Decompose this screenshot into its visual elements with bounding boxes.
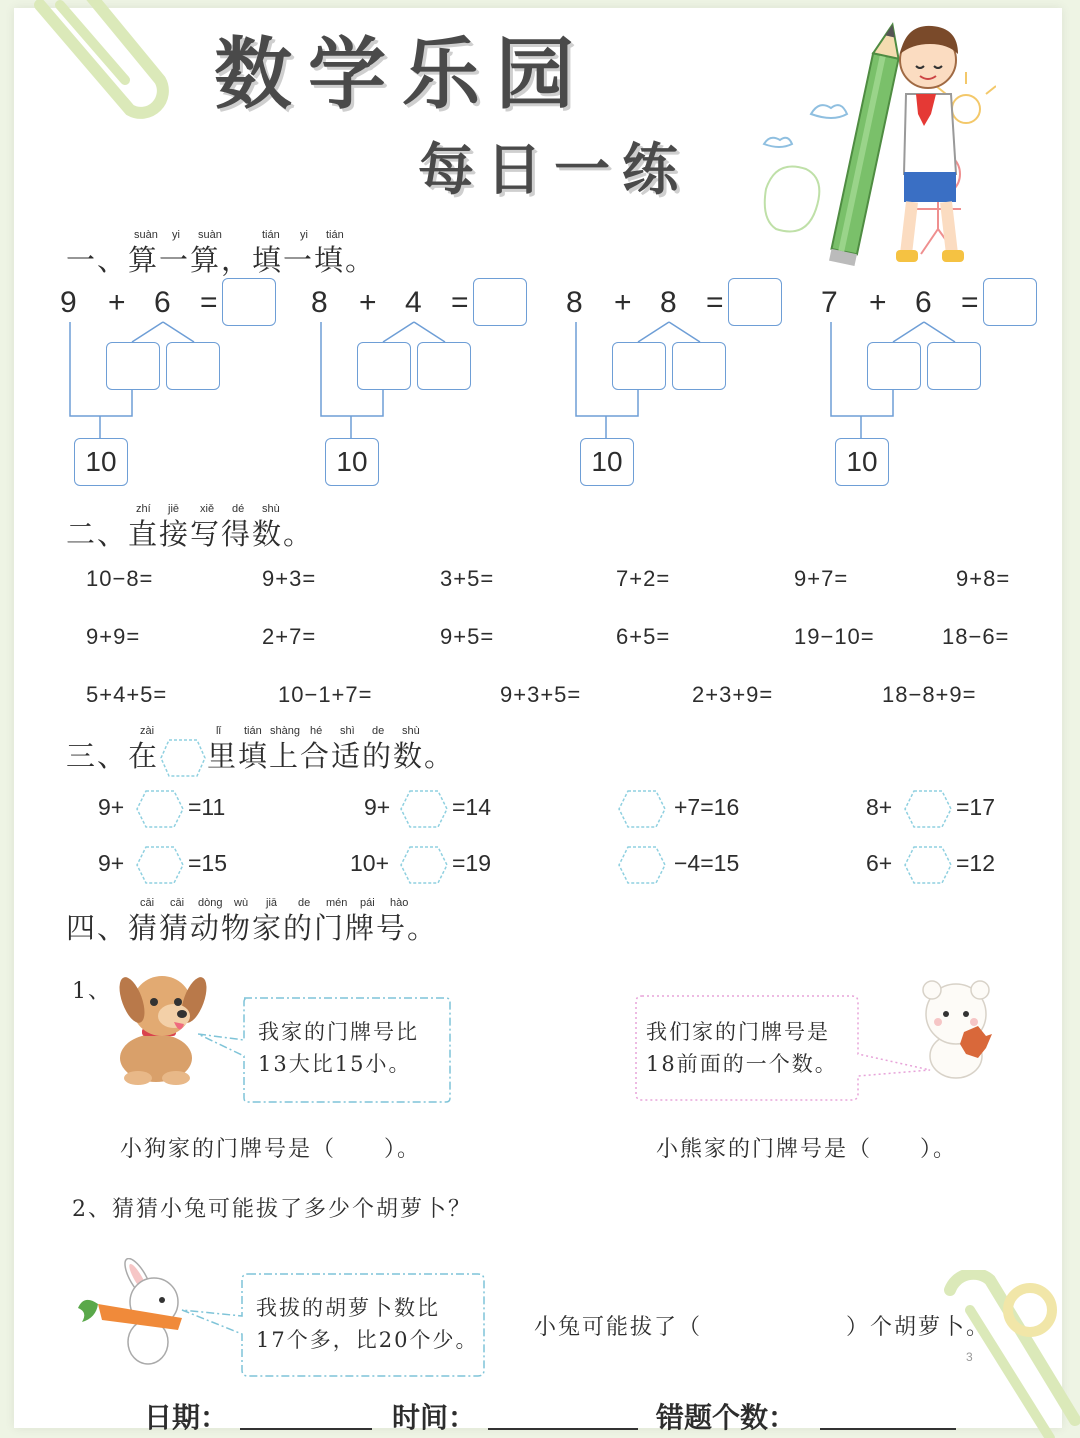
addend-a: 8 xyxy=(311,286,328,319)
pinyin: zhí xyxy=(136,503,151,515)
question-1-number: 1、 xyxy=(72,979,112,1004)
make-ten-problem-1 xyxy=(60,278,300,490)
addend-a: 8 xyxy=(566,286,583,319)
footer-errors-label: 错题个数： xyxy=(656,1401,797,1434)
pinyin: suàn xyxy=(198,229,222,241)
section3-title-a: 三、在 xyxy=(66,739,160,773)
make-ten-problem-4 xyxy=(821,278,1061,490)
dog-bubble-line2: 13大比15小。 xyxy=(258,1052,412,1076)
addend-b: 6 xyxy=(915,286,932,319)
calc-item: 9+9= xyxy=(86,624,141,649)
hex-pre: 10+ xyxy=(350,850,390,876)
split-box-right[interactable] xyxy=(417,342,471,390)
hexagon-answer-box[interactable] xyxy=(618,790,666,828)
rabbit-bubble-line2: 17个多，比20个少。 xyxy=(256,1328,479,1352)
equals-sign: = xyxy=(961,286,979,319)
pinyin: dé xyxy=(232,503,245,515)
make-ten-problem-3 xyxy=(566,278,806,490)
hex-item xyxy=(866,846,1046,886)
hex-item xyxy=(618,790,798,830)
hex-item xyxy=(98,846,278,886)
pinyin: shù xyxy=(262,503,280,515)
section2-title: 二、直接写得数。 xyxy=(66,517,315,551)
hex-post: =11 xyxy=(188,794,226,820)
pinyin: de xyxy=(298,897,311,909)
rabbit-answer-line: 小兔可能拔了（ ）个胡萝卜。 xyxy=(534,1315,991,1340)
hex-item xyxy=(618,846,798,886)
calc-item: 7+2= xyxy=(616,566,671,591)
calc-item: 18−8+9= xyxy=(882,682,977,707)
calc-item: 9+8= xyxy=(956,566,1011,591)
split-box-right[interactable] xyxy=(927,342,981,390)
calc-item: 10−8= xyxy=(86,566,154,591)
bear-with-leaf-illustration xyxy=(916,976,996,1080)
hexagon-answer-box[interactable] xyxy=(618,846,666,884)
hexagon-answer-box[interactable] xyxy=(400,846,448,884)
hex-post: −4=15 xyxy=(674,850,740,876)
plus-sign: + xyxy=(108,286,126,319)
hex-post: =14 xyxy=(452,794,492,820)
page-number: 3 xyxy=(966,1350,973,1364)
page-subtitle: 每日一练 xyxy=(418,137,690,203)
calc-item: 2+3+9= xyxy=(692,682,774,707)
date-blank[interactable] xyxy=(240,1428,372,1430)
hexagon-icon xyxy=(159,740,207,776)
pinyin: tián xyxy=(262,229,280,241)
addend-b: 6 xyxy=(154,286,171,319)
pinyin: lǐ xyxy=(216,725,221,737)
calc-item: 19−10= xyxy=(794,624,875,649)
pinyin: yi xyxy=(172,229,180,241)
pinyin: jiā xyxy=(266,897,278,909)
errors-blank[interactable] xyxy=(820,1428,956,1430)
hex-pre: 9+ xyxy=(364,794,391,820)
hex-post: =17 xyxy=(956,794,996,820)
ten-box: 10 xyxy=(580,438,634,486)
pinyin: tián xyxy=(244,725,262,737)
hex-item xyxy=(350,846,530,886)
ten-box: 10 xyxy=(325,438,379,486)
bear-bubble-text xyxy=(646,1016,838,1080)
pinyin: suàn xyxy=(134,229,158,241)
ten-box: 10 xyxy=(74,438,128,486)
hex-pre: 9+ xyxy=(98,794,125,820)
pinyin: hé xyxy=(310,725,323,737)
pinyin: pái xyxy=(360,897,375,909)
pinyin: tián xyxy=(326,229,344,241)
pinyin: mén xyxy=(326,897,348,909)
addend-b: 4 xyxy=(405,286,422,319)
question-2: 2、猜猜小兔可能拔了多少个胡萝卜？ xyxy=(72,1197,472,1222)
plus-sign: + xyxy=(869,286,887,319)
equals-sign: = xyxy=(706,286,724,319)
equals-sign: = xyxy=(451,286,469,319)
footer-date-label: 日期： xyxy=(144,1401,229,1434)
addend-a: 9 xyxy=(60,286,77,319)
hex-post: =15 xyxy=(188,850,228,876)
hex-post: =12 xyxy=(956,850,996,876)
sum-answer-box[interactable] xyxy=(222,278,276,326)
pinyin: wù xyxy=(234,897,249,909)
hex-post: +7=16 xyxy=(674,794,740,820)
pinyin: cāi xyxy=(170,897,185,909)
pinyin: shàng xyxy=(270,725,300,737)
pinyin: cāi xyxy=(140,897,155,909)
hex-post: =19 xyxy=(452,850,492,876)
equals-sign: = xyxy=(200,286,218,319)
page-title: 数学乐园 xyxy=(214,29,591,120)
bear-bubble-line1: 我们家的门牌号是 xyxy=(646,1020,830,1044)
pinyin: hào xyxy=(390,897,409,909)
rabbit-bubble-text xyxy=(256,1292,478,1356)
pinyin: de xyxy=(372,725,385,737)
calc-item: 6+5= xyxy=(616,624,671,649)
hexagon-answer-box[interactable] xyxy=(400,790,448,828)
hexagon-answer-box[interactable] xyxy=(136,790,184,828)
split-box-left[interactable] xyxy=(357,342,411,390)
dog-bubble-line1: 我家的门牌号比 xyxy=(258,1020,419,1044)
bear-bubble-line2: 18前面的一个数。 xyxy=(646,1052,838,1076)
boy-with-pencil-illustration xyxy=(756,14,996,274)
hex-pre: 9+ xyxy=(98,850,125,876)
section4-title: 四、猜猜动物家的门牌号。 xyxy=(66,911,439,945)
calc-item: 10−1+7= xyxy=(278,682,373,707)
ten-box: 10 xyxy=(835,438,889,486)
split-box-left[interactable] xyxy=(106,342,160,390)
bear-answer-line: 小熊家的门牌号是（ ）。 xyxy=(656,1137,958,1162)
footer-time-label: 时间： xyxy=(392,1401,477,1434)
plus-sign: + xyxy=(359,286,377,319)
hex-item xyxy=(98,790,278,830)
addend-a: 7 xyxy=(821,286,838,319)
section3-title xyxy=(66,734,455,776)
pinyin: xiě xyxy=(200,503,215,515)
hexagon-answer-box[interactable] xyxy=(904,846,952,884)
pinyin: zài xyxy=(140,725,155,737)
hexagon-answer-box[interactable] xyxy=(904,790,952,828)
hexagon-answer-box[interactable] xyxy=(136,846,184,884)
split-box-right[interactable] xyxy=(672,342,726,390)
calc-item: 18−6= xyxy=(942,624,1010,649)
sum-answer-box[interactable] xyxy=(473,278,527,326)
split-box-left[interactable] xyxy=(612,342,666,390)
calc-item: 9+3+5= xyxy=(500,682,582,707)
dog-bubble-text xyxy=(258,1016,419,1080)
split-box-left[interactable] xyxy=(867,342,921,390)
addend-b: 8 xyxy=(660,286,677,319)
calc-item: 9+7= xyxy=(794,566,849,591)
pinyin: yi xyxy=(300,229,308,241)
hex-pre: 8+ xyxy=(866,794,893,820)
pinyin: shì xyxy=(340,725,355,737)
make-ten-problem-2 xyxy=(311,278,551,490)
sum-answer-box[interactable] xyxy=(983,278,1037,326)
calc-item: 9+5= xyxy=(440,624,495,649)
hex-item xyxy=(866,790,1046,830)
pinyin: jiē xyxy=(168,503,180,515)
section1-title: 一、算一算，填一填。 xyxy=(66,243,377,277)
time-blank[interactable] xyxy=(488,1428,638,1430)
calc-item: 3+5= xyxy=(440,566,495,591)
pinyin: dòng xyxy=(198,897,223,909)
rabbit-with-carrot-illustration xyxy=(78,1258,196,1368)
calc-item: 2+7= xyxy=(262,624,317,649)
calc-item: 9+3= xyxy=(262,566,317,591)
pinyin: shù xyxy=(402,725,420,737)
hex-item xyxy=(364,790,544,830)
plus-sign: + xyxy=(614,286,632,319)
dog-answer-line: 小狗家的门牌号是（ ）。 xyxy=(120,1137,422,1162)
split-box-right[interactable] xyxy=(166,342,220,390)
hex-pre: 6+ xyxy=(866,850,893,876)
calc-item: 5+4+5= xyxy=(86,682,168,707)
rabbit-bubble-line1: 我拔的胡萝卜数比 xyxy=(256,1296,440,1320)
section3-title-b: 里填上合适的数。 xyxy=(207,739,456,773)
sum-answer-box[interactable] xyxy=(728,278,782,326)
